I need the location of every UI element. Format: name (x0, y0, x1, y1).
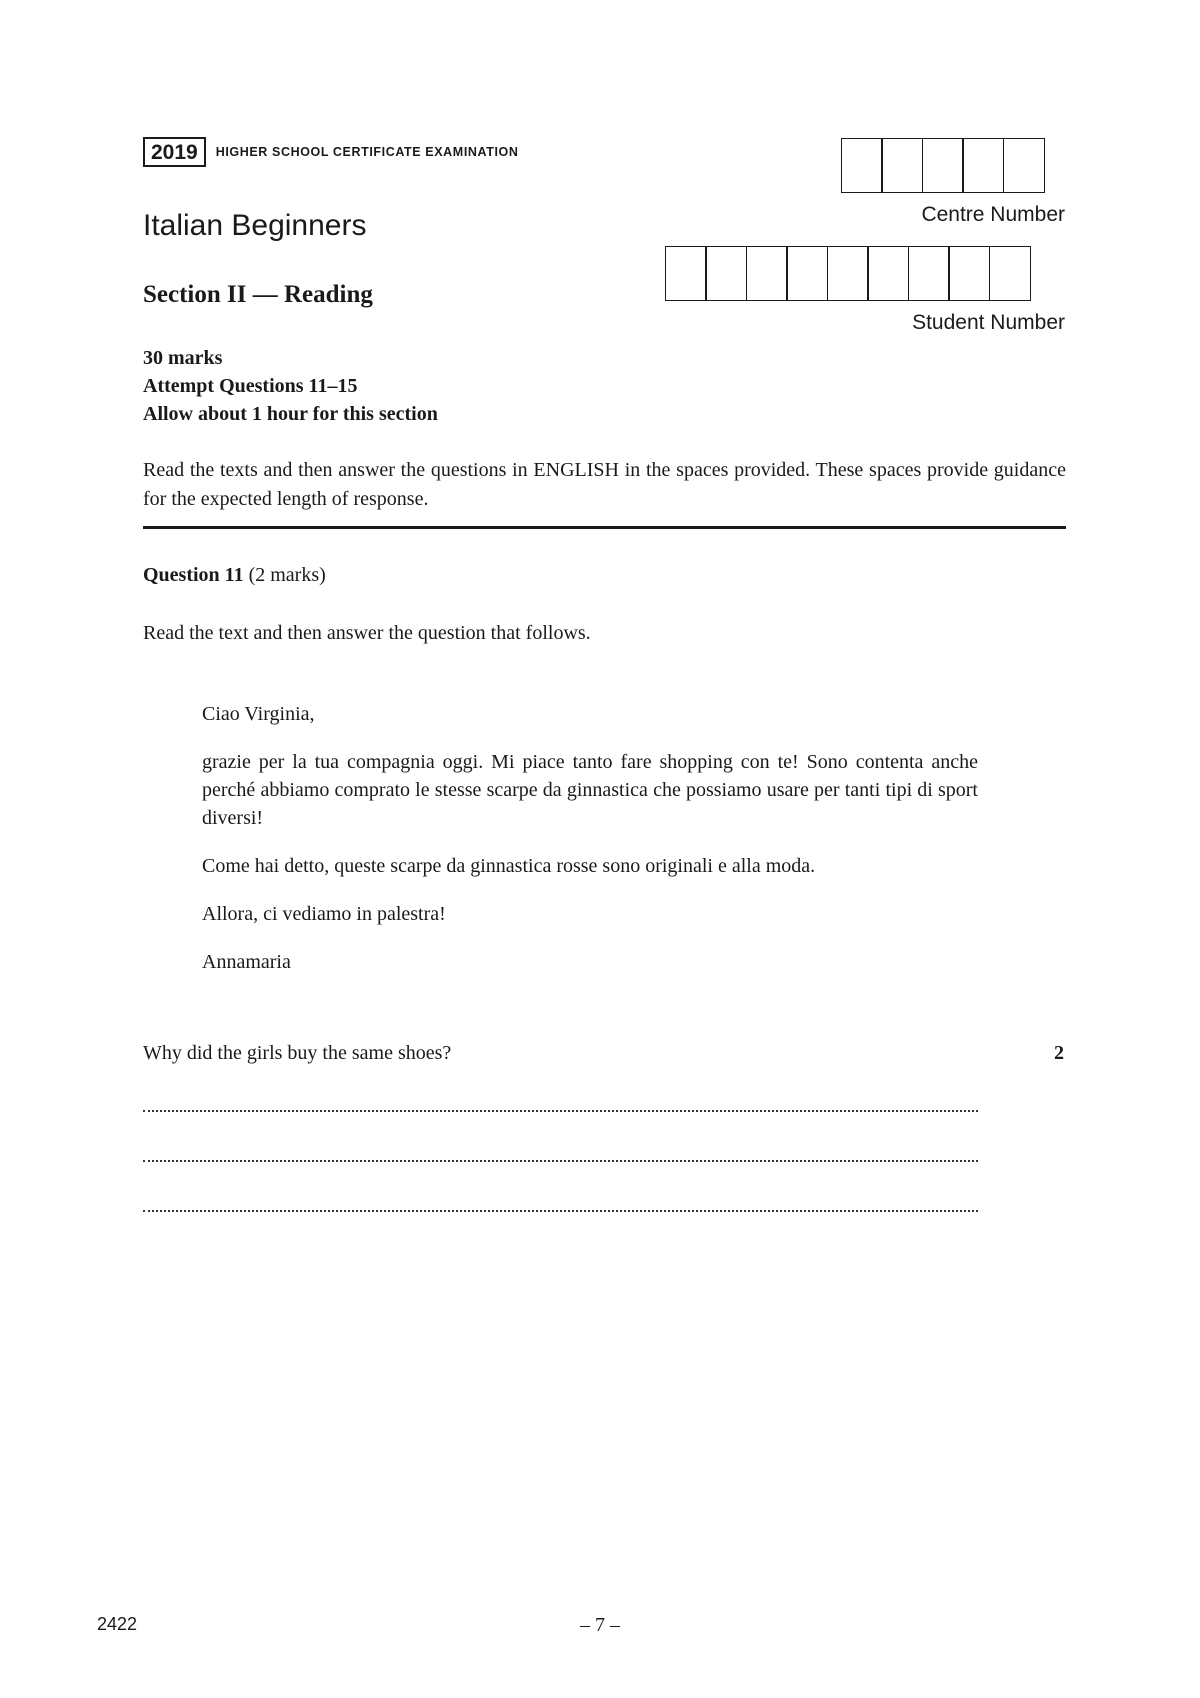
page-number: – 7 – (580, 1614, 620, 1636)
letter-paragraph: Come hai detto, queste scarpe da ginnastica rosse sono originali e alla moda. (202, 855, 816, 877)
question-heading (143, 564, 326, 587)
section-instructions: Read the texts and then answer the questions in ENGLISH in the spaces provided. These spaces provide guidance for the expected length of response. (143, 459, 1066, 510)
section-divider (143, 526, 1066, 529)
footer-code: 2422 (97, 1614, 138, 1634)
centre-number-digit-box[interactable] (881, 138, 923, 193)
question-prompt: Why did the girls buy the same shoes? (143, 1042, 452, 1064)
student-number-digit-box[interactable] (867, 246, 909, 301)
centre-number-digit-box[interactable] (922, 138, 964, 193)
question-instruction: Read the text and then answer the question that follows. (143, 622, 591, 644)
student-number-boxes (666, 246, 1031, 301)
student-number-label: Student Number (912, 311, 1065, 334)
question-marks-label: (2 marks) (248, 564, 326, 586)
section-attempt: Attempt Questions 11–15 (143, 375, 358, 397)
letter-closing: Allora, ci vediamo in palestra! (202, 903, 446, 925)
answer-line[interactable] (143, 1110, 978, 1112)
student-number-digit-box[interactable] (908, 246, 950, 301)
answer-line[interactable] (143, 1210, 978, 1212)
subject-title: Italian Beginners (143, 209, 367, 242)
letter-text (202, 700, 978, 996)
student-number-digit-box[interactable] (746, 246, 788, 301)
section-info (143, 344, 438, 428)
question-marks: 2 (1054, 1042, 1064, 1064)
letter-paragraph: grazie per la tua compagnia oggi. Mi piace tanto fare shopping con te! Sono contenta anche perché abbiamo comprato le stesse scarpe da ginnastica che possiamo usare per tanti tipi di sport diversi! (202, 751, 978, 829)
student-number-digit-box[interactable] (705, 246, 747, 301)
centre-number-digit-box[interactable] (962, 138, 1004, 193)
section-title: Section II — Reading (143, 281, 373, 308)
letter-greeting: Ciao Virginia, (202, 703, 315, 725)
student-number-digit-box[interactable] (786, 246, 828, 301)
letter-signature: Annamaria (202, 951, 291, 973)
student-number-digit-box[interactable] (948, 246, 990, 301)
centre-number-digit-box[interactable] (841, 138, 883, 193)
exam-header (143, 137, 518, 167)
student-number-digit-box[interactable] (665, 246, 707, 301)
centre-number-label: Centre Number (921, 203, 1065, 226)
section-marks: 30 marks (143, 347, 223, 369)
answer-line[interactable] (143, 1160, 978, 1162)
centre-number-boxes (842, 138, 1045, 193)
year-box: 2019 (143, 137, 206, 167)
student-number-digit-box[interactable] (989, 246, 1031, 301)
centre-number-digit-box[interactable] (1003, 138, 1045, 193)
student-number-digit-box[interactable] (827, 246, 869, 301)
section-time: Allow about 1 hour for this section (143, 403, 438, 425)
question-number: Question 11 (143, 564, 244, 586)
exam-title: HIGHER SCHOOL CERTIFICATE EXAMINATION (215, 145, 519, 159)
